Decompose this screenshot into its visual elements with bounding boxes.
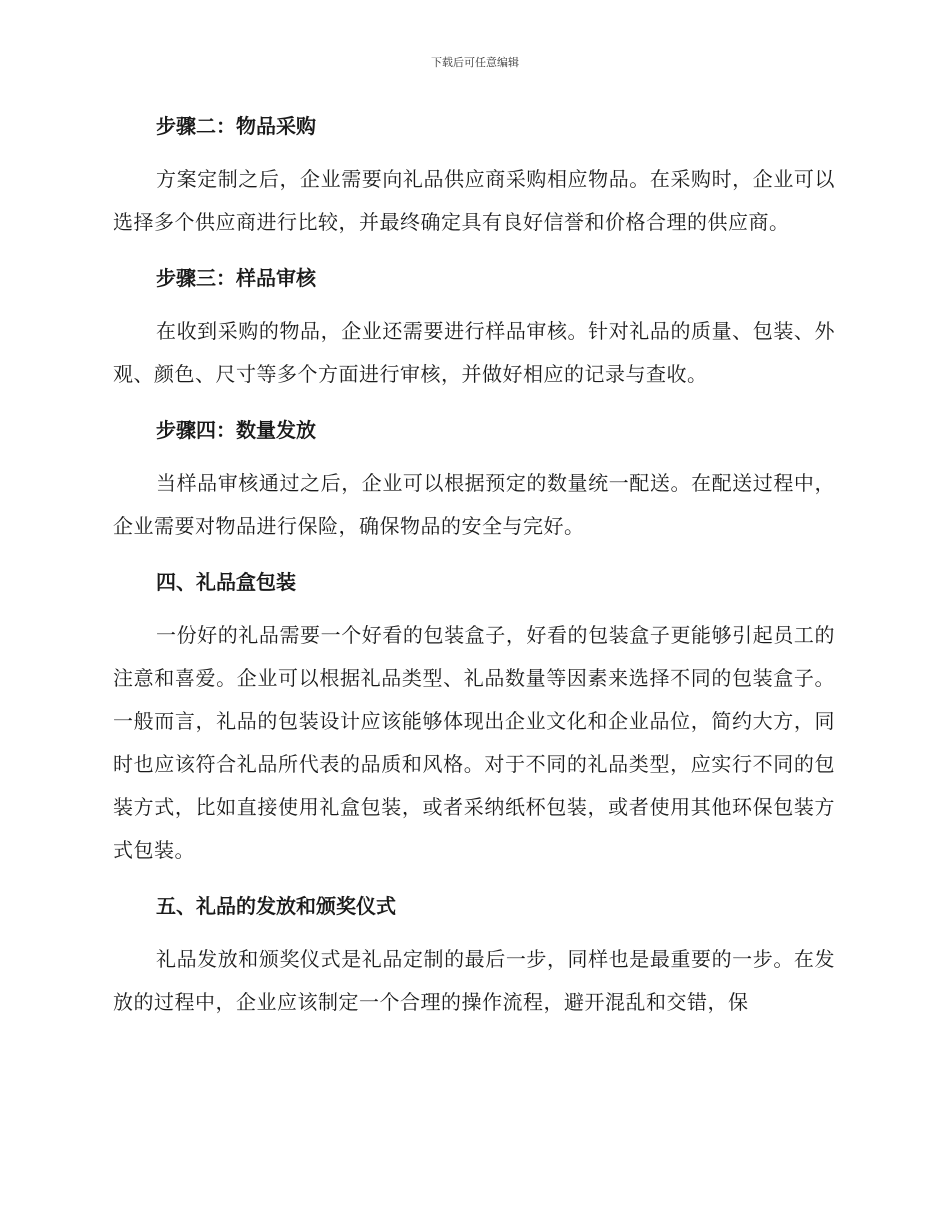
section-paragraph-step-2: 方案定制之后，企业需要向礼品供应商采购相应物品。在采购时，企业可以选择多个供应商进行比较，并最终确定具有良好信誉和价格合理的供应商。 xyxy=(113,167,835,234)
section-paragraph-gift-box-packaging: 一份好的礼品需要一个好看的包装盒子，好看的包装盒子更能够引起员工的注意和喜爱。企业可以根据礼品类型、礼品数量等因素来选择不同的包装盒子。一般而言，礼品的包装设计应该能够体现出企业文化和企业品位，简约大方，同时也应该符合礼品所代表的品质和风格。对于不同的礼品类型，应实行不同的包装方式，比如直接使用礼盒包装，或者采纳纸杯包装，或者使用其他环保包装方式包装。 xyxy=(113,623,835,862)
page-header: 下载后可任意编辑 xyxy=(431,56,519,69)
section-heading-step-4: 步骤四：数量发放 xyxy=(156,418,316,442)
section-heading-gift-box-packaging: 四、礼品盒包装 xyxy=(156,570,296,594)
section-heading-distribution-ceremony: 五、礼品的发放和颁奖仪式 xyxy=(156,894,396,918)
document-body xyxy=(113,104,835,1024)
section-paragraph-distribution-ceremony: 礼品发放和颁奖仪式是礼品定制的最后一步，同样也是最重要的一步。在发放的过程中，企业应该制定一个合理的操作流程，避开混乱和交错，保 xyxy=(113,947,835,1014)
section-heading-step-3: 步骤三：样品审核 xyxy=(156,266,316,290)
section-heading-step-2: 步骤二：物品采购 xyxy=(156,114,316,138)
section-paragraph-step-4: 当样品审核通过之后，企业可以根据预定的数量统一配送。在配送过程中，企业需要对物品进行保险，确保物品的安全与完好。 xyxy=(113,471,835,538)
section-paragraph-step-3: 在收到采购的物品，企业还需要进行样品审核。针对礼品的质量、包装、外观、颜色、尺寸等多个方面进行审核，并做好相应的记录与查收。 xyxy=(113,319,835,386)
